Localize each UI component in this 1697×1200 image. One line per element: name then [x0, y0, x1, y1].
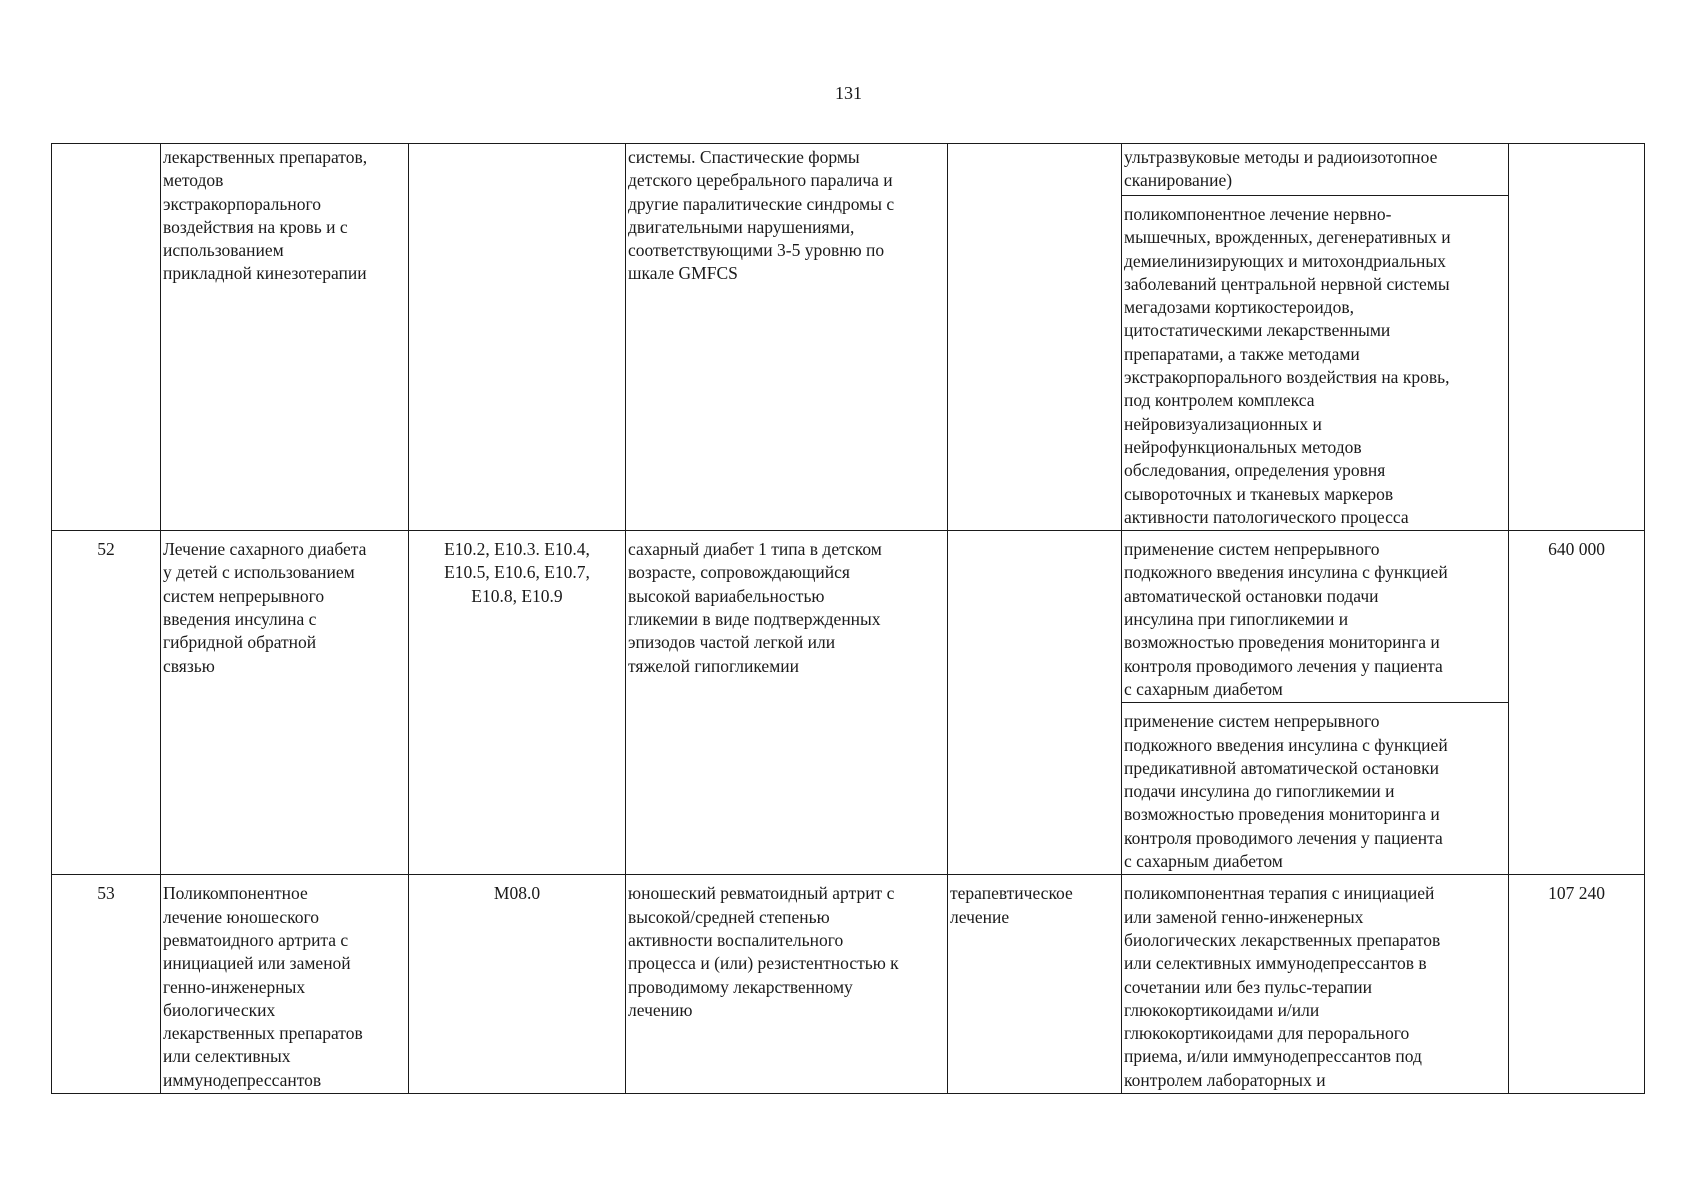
price-cell: 640 000 [1509, 531, 1645, 875]
condition-cell: юношеский ревматоидный артрит с высокой/средней степенью активности воспалительного процесса и (или) резистентностью к проводимому лекарственному лечению [626, 875, 948, 1094]
method-cell: поликомпонентное лечение нервно- мышечных, врожденных, дегенеративных и демиелинизирующих и митохондриальных заболеваний центральной нервной системы мегадозами кортикостероидов, цитостатическими лекарственными препаратами, а также методами экстракорпорального воздействия на кровь, под контролем комплекса нейровизуализационных и нейрофункциональных методов обследования, определения уровня сывороточных и тканевых маркеров активности патологического процесса [1122, 196, 1509, 531]
method-cell: поликомпонентная терапия с инициацией или заменой генно-инженерных биологических лекарственных препаратов или селективных иммунодепрессантов в сочетании или без пульс-терапии глюкокортикоидами и/или глюкокортикоидами для перорального приема, и/или иммунодепрессантов под контролем лабораторных и [1122, 875, 1509, 1094]
row-number-cell: 53 [52, 875, 161, 1094]
table-row-52 [52, 531, 1645, 703]
table-row-53 [52, 875, 1645, 1094]
page-number: 131 [835, 83, 862, 103]
icd-codes-cell [409, 144, 626, 531]
procedure-name-cell: Поликомпонентное лечение юношеского ревматоидного артрита с инициацией или заменой генно-инженерных биологических лекарственных препаратов или селективных иммунодепрессантов [161, 875, 409, 1094]
treatment-type-cell [948, 144, 1122, 531]
medical-care-table [51, 143, 1645, 1094]
method-cell: применение систем непрерывного подкожного введения инсулина с функцией предикативной автоматической остановки подачи инсулина до гипогликемии и возможностью проведения мониторинга и контроля проводимого лечения у пациента с сахарным диабетом [1122, 703, 1509, 875]
icd-codes-cell: E10.2, E10.3. E10.4, E10.5, E10.6, E10.7, E10.8, E10.9 [409, 531, 626, 875]
condition-cell: системы. Спастические формы детского церебрального паралича и другие паралитические синдромы с двигательными нарушениями, соответствующими 3-5 уровню по шкале GMFCS [626, 144, 948, 531]
treatment-type-cell: терапевтическое лечение [948, 875, 1122, 1094]
price-cell [1509, 144, 1645, 531]
method-cell: ультразвуковые методы и радиоизотопное сканирование) [1122, 144, 1509, 196]
row-number-cell [52, 144, 161, 531]
procedure-name-cell: лекарственных препаратов, методов экстракорпорального воздействия на кровь и с использованием прикладной кинезотерапии [161, 144, 409, 531]
icd-codes-cell: M08.0 [409, 875, 626, 1094]
procedure-name-cell: Лечение сахарного диабета у детей с использованием систем непрерывного введения инсулина с гибридной обратной связью [161, 531, 409, 875]
condition-cell: сахарный диабет 1 типа в детском возрасте, сопровождающийся высокой вариабельностью гликемии в виде подтвержденных эпизодов частой легкой или тяжелой гипогликемии [626, 531, 948, 875]
price-cell: 107 240 [1509, 875, 1645, 1094]
table-row-continuation [52, 144, 1645, 196]
method-cell: применение систем непрерывного подкожного введения инсулина с функцией автоматической остановки подачи инсулина при гипогликемии и возможностью проведения мониторинга и контроля проводимого лечения у пациента с сахарным диабетом [1122, 531, 1509, 703]
treatment-type-cell [948, 531, 1122, 875]
row-number-cell: 52 [52, 531, 161, 875]
